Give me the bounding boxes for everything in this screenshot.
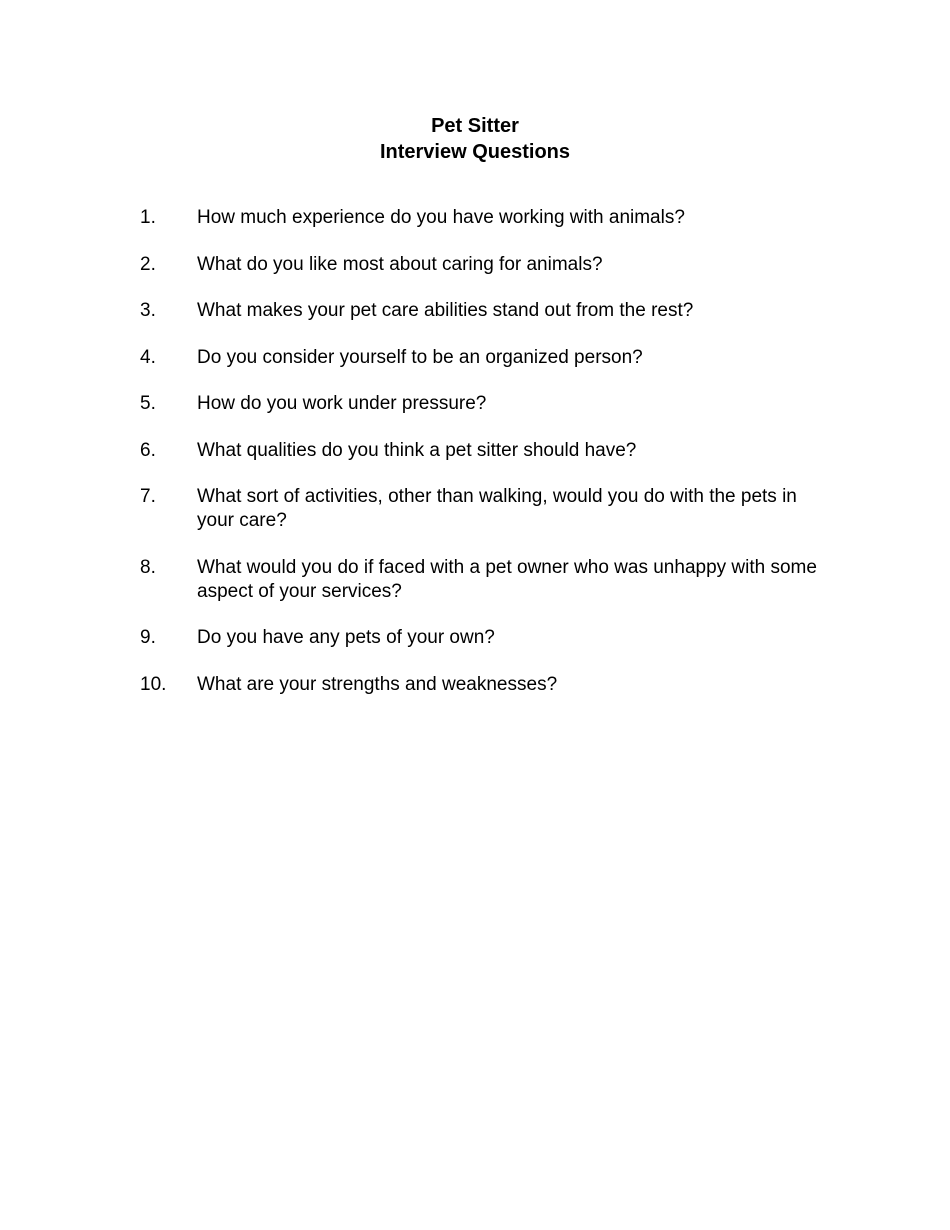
question-number: 6. [140, 439, 156, 461]
question-item [140, 392, 820, 416]
question-number: 10. [140, 673, 167, 695]
question-text: What makes your pet care abilities stand out from the rest? [197, 300, 694, 321]
question-number: 4. [140, 346, 156, 368]
question-item [140, 556, 820, 604]
question-item [140, 346, 820, 370]
question-text: What are your strengths and weaknesses? [197, 673, 558, 695]
question-text: What qualities do you think a pet sitter should have? [197, 439, 637, 461]
question-text: Do you consider yourself to be an organized person? [197, 346, 643, 368]
question-text: How much experience do you have working with animals? [197, 207, 685, 228]
question-number: 5. [140, 393, 156, 414]
question-number: 2. [140, 253, 156, 275]
question-text: How do you work under pressure? [197, 393, 487, 414]
document-subtitle: Interview Questions [379, 141, 571, 163]
document-header [0, 113, 950, 165]
question-item [140, 206, 820, 230]
question-item [140, 253, 820, 277]
question-text: What would you do if faced with a pet owner who was unhappy with some aspect of your services? [197, 556, 817, 602]
question-text: What sort of activities, other than walking, would you do with the pets in your care? [197, 486, 797, 531]
question-number: 7. [140, 486, 156, 507]
question-number: 9. [140, 627, 156, 648]
question-item [140, 626, 820, 650]
question-list [140, 206, 820, 719]
question-number: 1. [140, 207, 156, 228]
question-number: 3. [140, 300, 156, 321]
question-item [140, 673, 820, 697]
question-text: What do you like most about caring for animals? [197, 253, 603, 275]
question-item [140, 485, 820, 533]
question-item [140, 439, 820, 463]
question-text: Do you have any pets of your own? [197, 627, 495, 648]
document-title: Pet Sitter [431, 115, 519, 137]
question-number: 8. [140, 556, 156, 578]
question-item [140, 299, 820, 323]
